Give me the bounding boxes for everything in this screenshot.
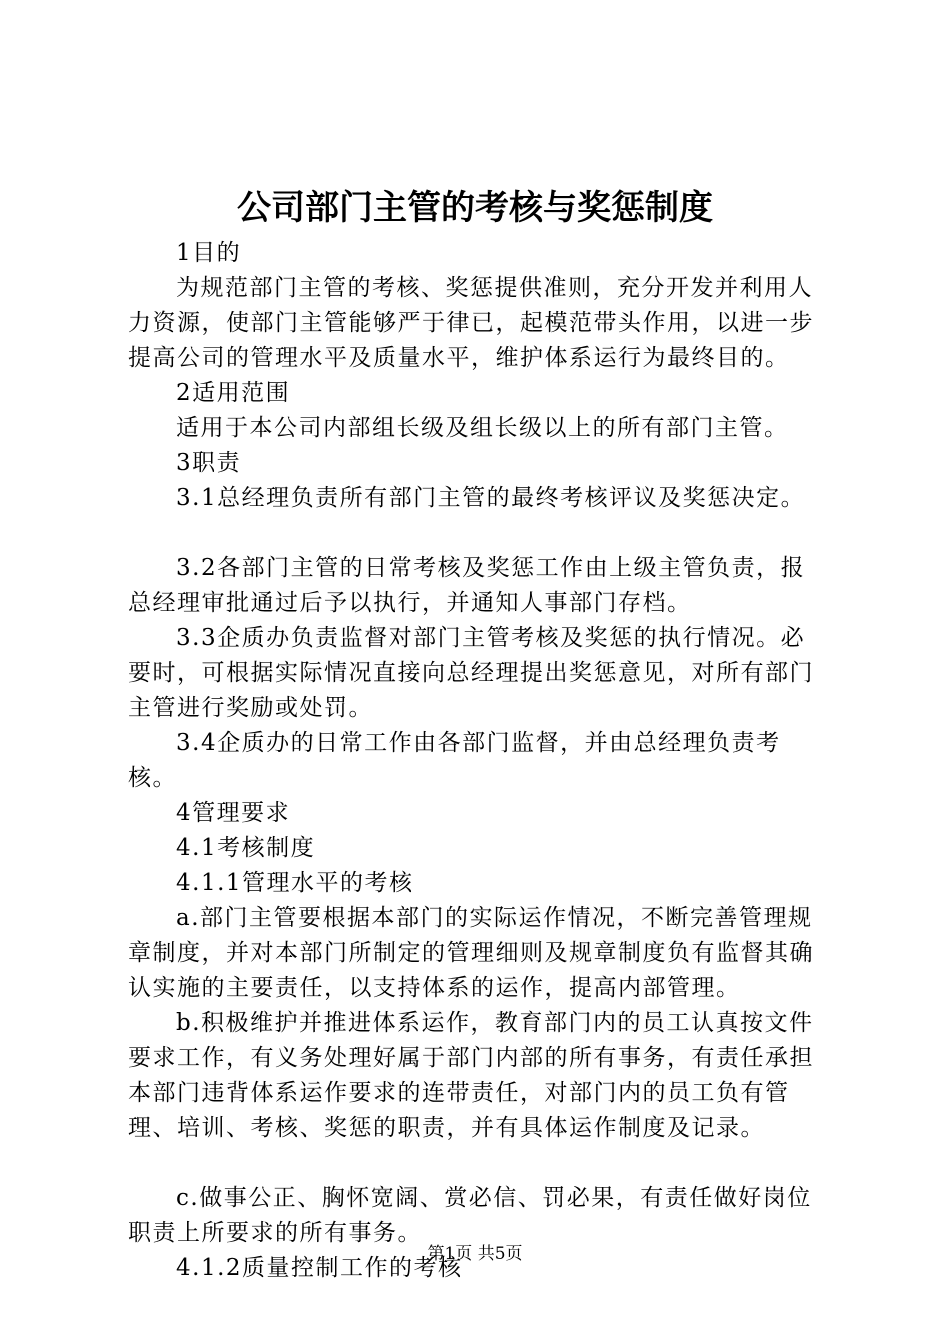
- paragraph-3-2: 3.2各部门主管的日常考核及奖惩工作由上级主管负责，报总经理审批通过后予以执行，并通知人事部门存档。: [128, 555, 806, 616]
- section-heading-1: 1目的: [176, 240, 242, 266]
- document-body: [128, 236, 828, 1286]
- paragraph-scope: 适用于本公司内部组长级及组长级以上的所有部门主管。: [176, 415, 789, 441]
- paragraph-3-1: 3.1总经理负责所有部门主管的最终考核评议及奖惩决定。: [176, 485, 806, 511]
- paragraph-purpose: 为规范部门主管的考核、奖惩提供准则，充分开发并利用人力资源，使部门主管能够严于律已，起模范带头作用，以进一步提高公司的管理水平及质量水平，维护体系运行为最终目的。: [128, 275, 814, 371]
- section-heading-4: 4管理要求: [176, 800, 291, 826]
- blank-line: [128, 1146, 828, 1181]
- subsection-heading-4-1: 4.1考核制度: [176, 835, 316, 861]
- paragraph-item-b: b.积极维护并推进体系运作，教育部门内的员工认真按文件要求工作，有义务处理好属于部门内部的所有事务，有责任承担本部门违背体系运作要求的连带责任，对部门内的员工负有管理、培训、考核、奖惩的职责，并有具体运作制度及记录。: [128, 1010, 814, 1141]
- subsection-heading-4-1-1: 4.1.1管理水平的考核: [176, 870, 414, 896]
- blank-line: [128, 516, 828, 551]
- document-title: 公司部门主管的考核与奖惩制度: [237, 188, 713, 228]
- page-footer: 第1页 共5页: [427, 1244, 523, 1264]
- paragraph-item-a: a.部门主管要根据本部门的实际运作情况，不断完善管理规章制度，并对本部门所制定的管理细则及规章制度负有监督其确认实施的主要责任，以支持体系的运作，提高内部管理。: [128, 905, 814, 1001]
- paragraph-3-3: 3.3企质办负责监督对部门主管考核及奖惩的执行情况。必要时，可根据实际情况直接向总经理提出奖惩意见，对所有部门主管进行奖励或处罚。: [128, 625, 814, 721]
- section-heading-2: 2适用范围: [176, 380, 291, 406]
- paragraph-3-4: 3.4企质办的日常工作由各部门监督，并由总经理负责考核。: [128, 730, 781, 791]
- subsection-heading-4-1-2: 4.1.2质量控制工作的考核: [176, 1255, 463, 1281]
- paragraph-item-c: c.做事公正、胸怀宽阔、赏必信、罚必果，有责任做好岗位职责上所要求的所有事务。: [128, 1185, 812, 1246]
- section-heading-3: 3职责: [176, 450, 242, 476]
